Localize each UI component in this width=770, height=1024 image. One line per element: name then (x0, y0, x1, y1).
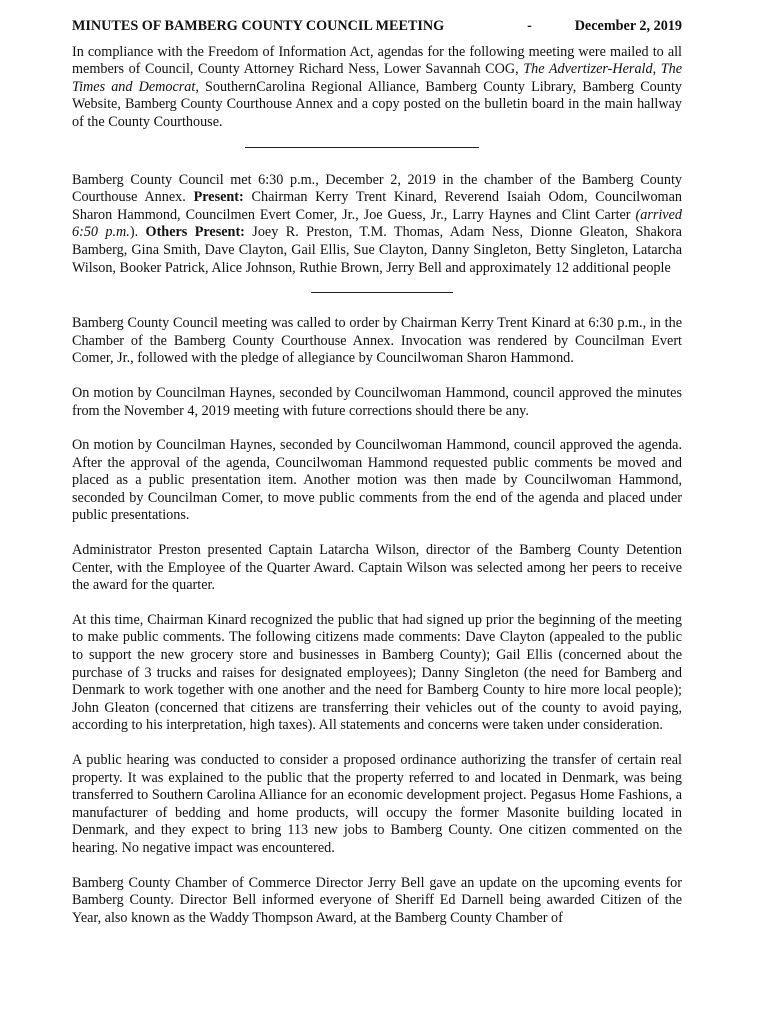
foia-paragraph (72, 44, 682, 132)
document-title: MINUTES OF BAMBERG COUNTY COUNCIL MEETING (72, 18, 445, 34)
foia-text-3: , SouthernCarolina Regional Alliance, Bamberg County Library, Bamberg County Website, Bamberg County Courthouse Annex and a copy posted on the bulletin board in the main hallway of the County Courthouse. (72, 78, 682, 130)
minutes-approval-paragraph: On motion by Councilman Haynes, seconded by Councilwoman Hammond, council approved the minutes from the November 4, 2019 meeting with future corrections should there be any. (72, 384, 682, 419)
attendance-paragraph (72, 172, 682, 278)
public-hearing-paragraph: A public hearing was conducted to consider a proposed ordinance authorizing the transfer of certain real property. It was explained to the public that the property referred to and located in Denmark, was being transferred to Southern Carolina Alliance for an economic development project. Pegasus Home Fashions, a manufacturer of bedding and home products, will occupy the former Masonite building located in Denmark, and they expect to bring 113 new jobs to Bamberg County. One citizen commented on the hearing. No negative impact was encountered. (72, 752, 682, 856)
attendance-text-2: Chairman Kerry Trent Kinard, Reverend Isaiah Odom, Councilwoman Sharon Hammond, Councilmen Evert Comer, Jr., Joe Guess, Jr., Larry Haynes and Clint Carter (72, 189, 682, 223)
meeting-date: December 2, 2019 (574, 18, 682, 34)
document-page (72, 18, 682, 944)
public-comments-paragraph: At this time, Chairman Kinard recognized the public that had signed up prior the beginning of the meeting to make public comments. The following citizens made comments: Dave Clayton (appealed to the public to support the new grocery store and businesses in Bamberg County); Gail Ellis (concerned about the purchase of 3 trucks and raises for designated employees); Danny Singleton (the need for Bamberg and Denmark to work together with one another and the need for Bamberg County to hire more local people); John Gleaton (concerned that citizens are transferring their vehicles out of the county to avoid paying, according to his interpretation, high taxes). All statements and concerns were taken under consideration. (72, 611, 682, 734)
arrival-note: (arrived 6:50 p.m. (72, 206, 682, 241)
document-header (72, 18, 682, 36)
agenda-approval-paragraph: On motion by Councilman Haynes, seconded by Councilwoman Hammond, council approved the agenda. After the approval of the agenda, Councilwoman Hammond requested public comments be moved and placed as a public presentation item. Another motion was then made by Councilwoman Hammond, seconded by Councilman Comer, to move public comments from the end of the agenda and placed under public presentations. (72, 437, 682, 524)
chamber-update-paragraph: Bamberg County Chamber of Commerce Director Jerry Bell gave an update on the upcoming events for Bamberg County. Director Bell informed everyone of Sheriff Ed Darnell being awarded Citizen of the Year, also known as the Waddy Thompson Award, at the Bamberg County Chamber of (72, 874, 682, 926)
attendance-text-4: Joey R. Preston, T.M. Thomas, Adam Ness, Dionne Gleaton, Shakora Bamberg, Gina Smith, Dave Clayton, Gail Ellis, Sue Clayton, Danny Singleton, Betty Singleton, Latarcha Wilson, Booker Patrick, Alice Johnson, Ruthie Brown, Jerry Bell and approximately 12 additional people (72, 224, 682, 276)
section-divider (311, 292, 453, 293)
attendance-text-1: Bamberg County Council met 6:30 p.m., December 2, 2019 in the chamber of the Bamberg County Courthouse Annex. (72, 171, 682, 206)
foia-text-2: , (652, 61, 661, 78)
award-paragraph: Administrator Preston presented Captain Latarcha Wilson, director of the Bamberg County Detention Center, with the Employee of the Quarter Award. Captain Wilson was selected among her peers to receive the award for the quarter. (72, 542, 682, 594)
header-dash: - (527, 18, 532, 34)
call-to-order-paragraph: Bamberg County Council meeting was called to order by Chairman Kerry Trent Kinard at 6:30 p.m., in the Chamber of the Bamberg County Courthouse Annex. Invocation was rendered by Councilman Evert Comer, Jr., followed with the pledge of allegiance by Councilwoman Sharon Hammond. (72, 315, 682, 367)
others-present-label: Others Present: (145, 224, 245, 241)
foia-newspaper-1: The Advertizer-Herald (523, 61, 653, 78)
section-divider (245, 147, 479, 148)
present-label: Present: (193, 189, 244, 206)
foia-text-1: In compliance with the Freedom of Information Act, agendas for the following meeting were mailed to all members of Council, County Attorney Richard Ness, Lower Savannah COG, (72, 43, 682, 78)
attendance-text-3: ). (129, 224, 146, 241)
foia-newspaper-2: The Times and Democrat (72, 61, 683, 95)
